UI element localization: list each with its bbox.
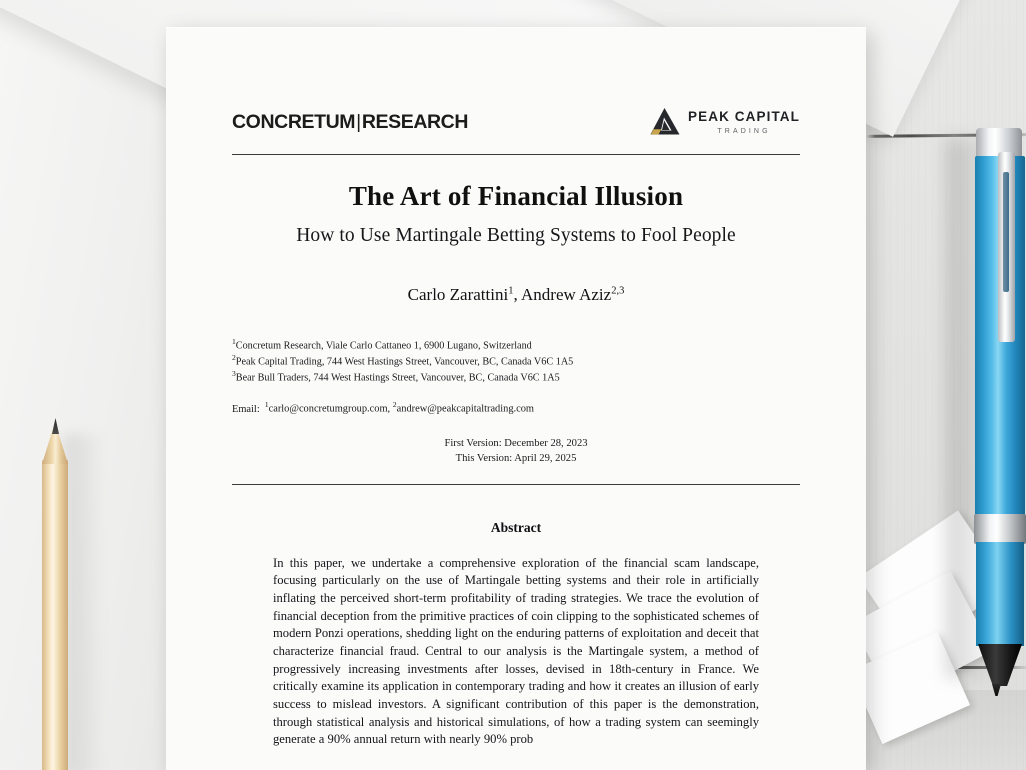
affiliation-text: Concretum Research, Viale Carlo Cattaneo 1, 6900 Lugano, Switzerland [235,340,532,352]
peak-mountain-icon [649,107,681,137]
ballpoint-pen [962,128,1026,688]
logo-divider: | [356,110,361,133]
email-block [232,400,800,414]
email-label: Email: [232,403,260,415]
peak-logo-subtitle: TRADING [717,127,771,135]
pencil-shadow [64,434,104,770]
affiliation-line [232,369,800,385]
paper-subtitle: How to Use Martingale Betting Systems to Fool People [296,225,736,246]
email-marker: 2 [392,400,397,410]
abstract-rule [232,484,800,485]
research-paper-page [166,27,866,770]
this-version-line: This Version: April 29, 2025 [455,452,577,464]
abstract-heading: Abstract [490,519,542,535]
pen-chrome-ring [974,514,1026,544]
affiliation-marker: 2 [232,352,236,362]
author-name: Carlo Zarattini [407,285,509,304]
peak-capital-trading-logo [649,107,800,137]
affiliation-text: Bear Bull Traders, 744 West Hastings Street, Vancouver, BC, Canada V6C 1A5 [235,372,560,384]
version-block [232,437,800,467]
paper-header [232,105,800,139]
pen-clip-slot [1003,172,1009,292]
header-rule [232,154,800,155]
affiliation-marker: 1 [232,337,236,346]
first-version-line: First Version: December 28, 2023 [444,437,588,449]
affiliation-line [232,353,800,369]
peak-logo-name: PEAK CAPITAL [688,109,800,125]
authors-separator: , [513,285,522,304]
research-word: RESEARCH [361,110,469,133]
author-affiliation-marker: 2,3 [611,285,625,297]
pencil-barrel [42,460,68,770]
pencil-graphite-tip [52,418,59,434]
email-separator: , [387,403,393,415]
abstract-body [273,555,759,750]
email-address[interactable]: carlo@concretumgroup.com [268,403,388,415]
paper-authors [232,285,800,305]
author-name: Andrew Aziz [521,285,612,304]
peak-logo-text [688,109,800,135]
email-address[interactable]: andrew@peakcapitaltrading.com [396,403,535,415]
pen-lower-barrel [976,542,1024,646]
email-marker: 1 [264,400,269,410]
pencil [34,404,76,770]
paper-title: The Art of Financial Illusion [348,181,684,211]
affiliation-marker: 3 [232,368,236,378]
affiliation-text: Peak Capital Trading, 744 West Hastings Street, Vancouver, BC, Canada V6C 1A5 [235,356,574,368]
author-affiliation-marker: 1 [508,285,514,297]
abstract-paragraph: In this paper, we undertake a comprehensive exploration of the financial scam landscape, focusing particularly on the use of Martingale betting systems and their role in artificially inflating the perceived short-term profitability of trading strategies. We trace the evolution of financial deception from the primitive practices of coin clipping to the sophisticated schemes of modern Ponzi operations, shedding light on the enduring patterns of exploitation and deceit that characterize financial fraud. Central to our analysis is the Martingale system, a method of progressively increasing investments after losses, devised in 18th-century in France. We critically examine its application in contemporary trading and how it creates an illusion of early success to mislead investors. A significant contribution of this paper is the demonstration, through statistical analysis and historical simulations, of how a trading system can seemingly generate a 90% annual return with nearly 90% prob [273,555,759,747]
affiliation-line [232,337,800,353]
affiliations-block [232,337,800,384]
concretum-word: CONCRETUM [232,110,356,133]
concretum-research-logo [232,111,468,134]
